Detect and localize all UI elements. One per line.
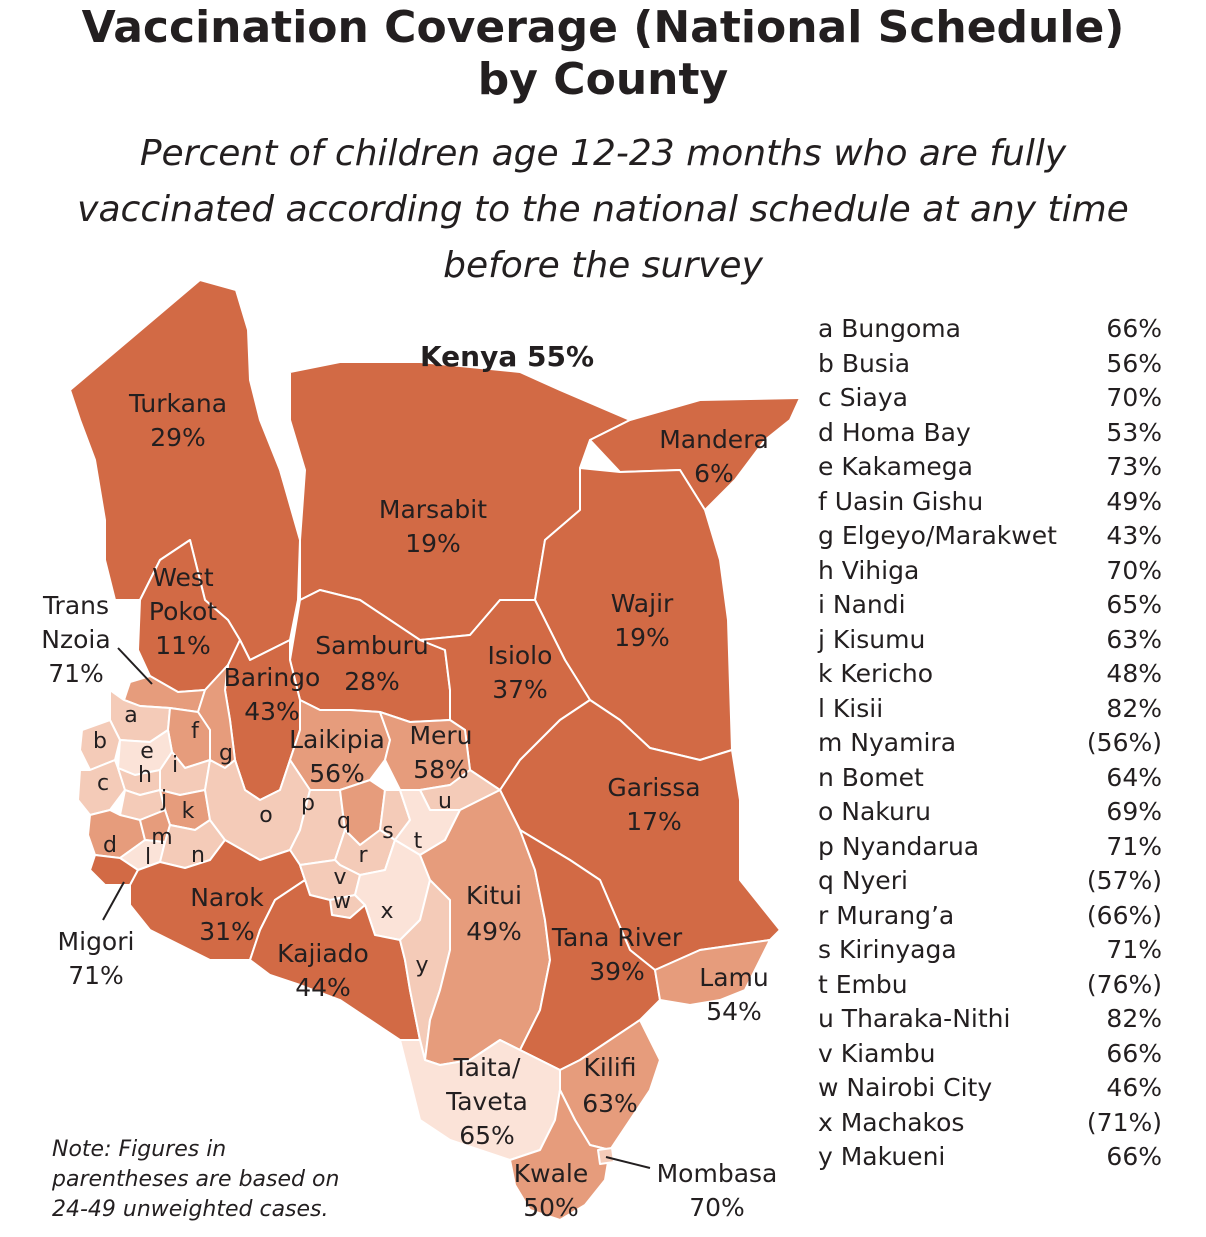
legend-item-value: 73% — [1106, 452, 1162, 481]
footnote — [52, 1135, 392, 1225]
label-lamu-name: Lamu — [699, 963, 769, 992]
legend-item-value: 43% — [1106, 521, 1162, 550]
letter-r: r — [358, 843, 368, 868]
letter-x: x — [380, 899, 394, 924]
label-kilifi-name: Kilifi — [583, 1053, 637, 1082]
county-legend — [818, 312, 1162, 1175]
letter-s: s — [382, 819, 394, 844]
legend-item-value: 48% — [1106, 659, 1162, 688]
legend-item — [818, 830, 1162, 865]
legend-item-label: i Nandi — [818, 590, 906, 619]
legend-item-label: c Siaya — [818, 383, 908, 412]
letter-i: i — [171, 753, 179, 778]
legend-item — [818, 1140, 1162, 1175]
label-marsabit-name: Marsabit — [378, 495, 488, 524]
legend-item-label: h Vihiga — [818, 555, 920, 585]
footnote-line-1: Note: Figures in — [52, 1137, 227, 1162]
label-baringo-name: Baringo — [223, 663, 321, 692]
letter-c: c — [96, 771, 110, 796]
label-mombasa-name: Mombasa — [656, 1159, 778, 1188]
legend-item-label: p Nyandarua — [818, 831, 980, 861]
legend-item-value: 53% — [1106, 417, 1162, 447]
label-samburu-name: Samburu — [315, 631, 429, 660]
legend-item-value: 66% — [1106, 314, 1162, 343]
letter-a: a — [124, 703, 138, 728]
letter-k: k — [181, 799, 195, 824]
label-narok-name: Narok — [190, 883, 264, 912]
legend-item-label: n Bomet — [818, 762, 924, 792]
legend-item — [818, 1106, 1162, 1141]
label-kilifi-value: 63% — [582, 1089, 638, 1118]
label-tana-river-value: 39% — [589, 957, 645, 986]
legend-item-value: (66%) — [1086, 900, 1162, 930]
title — [0, 2, 1206, 106]
legend-item-label: v Kiambu — [818, 1038, 936, 1068]
letter-h: h — [138, 763, 152, 788]
label-isiolo-value: 37% — [492, 675, 548, 704]
legend-item-label: k Kericho — [818, 659, 934, 688]
label-laikipia-name: Laikipia — [289, 725, 385, 754]
legend-item-value: 70% — [1106, 555, 1162, 585]
label-west-pokot-value: 11% — [155, 631, 211, 660]
letter-l: l — [144, 845, 152, 870]
label-meru-name: Meru — [409, 721, 473, 750]
legend-item-value: 66% — [1106, 1038, 1162, 1068]
legend-item-value: 46% — [1106, 1073, 1162, 1102]
footnote-line-3: 24-49 unweighted cases. — [52, 1197, 329, 1222]
label-isiolo-name: Isiolo — [487, 641, 553, 670]
legend-item-label: u Tharaka-Nithi — [818, 1004, 1011, 1033]
subtitle-line-1: Percent of children age 12-23 months who are fully — [139, 133, 1067, 174]
legend-item-value: 69% — [1106, 797, 1162, 826]
label-garissa-name: Garissa — [607, 773, 701, 802]
label-narok-value: 31% — [199, 917, 255, 946]
label-kajiado-name: Kajiado — [277, 939, 369, 968]
label-mandera-name: Mandera — [659, 425, 769, 454]
label-taita-taveta-name-1: Taita/ — [453, 1053, 521, 1082]
label-garissa-value: 17% — [626, 807, 682, 836]
legend-item — [818, 933, 1162, 968]
label-taita-taveta-value: 65% — [459, 1121, 515, 1150]
legend-item-value: (57%) — [1086, 866, 1162, 895]
letter-o: o — [259, 803, 273, 828]
letter-f: f — [191, 719, 199, 744]
legend-item-value: 71% — [1106, 935, 1162, 964]
legend-item-value: 56% — [1106, 348, 1162, 378]
label-kwale-name: Kwale — [513, 1159, 589, 1188]
letter-w: w — [333, 889, 351, 914]
label-kajiado-value: 44% — [295, 973, 351, 1002]
label-kitui-name: Kitui — [466, 881, 522, 910]
letter-e: e — [140, 739, 154, 764]
legend-item-label: g Elgeyo/Marakwet — [818, 521, 1057, 550]
label-lamu-value: 54% — [706, 997, 762, 1026]
legend-item — [818, 968, 1162, 1003]
legend-item-value: 66% — [1106, 1142, 1162, 1171]
kenya-county-map — [0, 260, 800, 1237]
legend-item — [818, 795, 1162, 830]
legend-item-value: (71%) — [1086, 1107, 1162, 1137]
letter-d: d — [103, 833, 117, 858]
legend-item-value: 82% — [1106, 1004, 1162, 1033]
label-meru-value: 58% — [413, 755, 469, 784]
label-turkana-name: Turkana — [128, 389, 228, 418]
legend-item-label: w Nairobi City — [818, 1073, 993, 1102]
legend-item — [818, 623, 1162, 658]
label-tana-river-name: Tana River — [551, 923, 683, 952]
label-trans-nzoia-value: 71% — [48, 659, 104, 688]
legend-item — [818, 588, 1162, 623]
label-turkana-value: 29% — [150, 423, 206, 452]
legend-item-label: a Bungoma — [818, 314, 961, 343]
letter-q: q — [337, 809, 351, 834]
legend-item-value: 49% — [1106, 486, 1162, 516]
legend-item-value: 82% — [1106, 693, 1162, 723]
label-wajir-value: 19% — [614, 623, 670, 652]
legend-item-value: (76%) — [1086, 969, 1162, 999]
label-samburu-value: 28% — [344, 667, 400, 696]
label-marsabit-value: 19% — [405, 529, 461, 558]
legend-item-label: m Nyamira — [818, 728, 957, 757]
legend-item-value: (56%) — [1086, 728, 1162, 757]
leader-line-migori — [103, 882, 124, 920]
letter-y: y — [415, 953, 429, 978]
legend-item-value: 64% — [1106, 762, 1162, 792]
title-line-1: Vaccination Coverage (National Schedule) — [81, 2, 1125, 53]
legend-item — [818, 692, 1162, 727]
label-trans-nzoia-name-1: Trans — [42, 591, 110, 620]
legend-item-label: y Makueni — [818, 1142, 946, 1171]
footnote-line-2: parentheses are based on — [52, 1167, 340, 1192]
legend-item-value: 71% — [1106, 831, 1162, 861]
county-mombasa — [598, 1148, 614, 1164]
legend-item-value: 65% — [1106, 590, 1162, 619]
legend-item-value: 63% — [1106, 624, 1162, 654]
label-west-pokot-name-2: Pokot — [148, 597, 218, 626]
legend-item-label: x Machakos — [818, 1107, 965, 1137]
legend-item-value: 70% — [1106, 383, 1162, 412]
legend-item — [818, 416, 1162, 451]
label-migori-name: Migori — [57, 927, 135, 956]
subtitle-line-2: vaccinated according to the national schedule at any time — [77, 189, 1129, 230]
national-value: Kenya 55% — [419, 340, 595, 373]
legend-item-label: b Busia — [818, 348, 911, 378]
label-mandera-value: 6% — [694, 459, 734, 488]
legend-item-label: q Nyeri — [818, 866, 908, 895]
legend-item-label: d Homa Bay — [818, 417, 971, 447]
legend-item — [818, 347, 1162, 382]
legend-item-label: s Kirinyaga — [818, 935, 957, 964]
legend-item — [818, 1002, 1162, 1037]
legend-item — [818, 485, 1162, 520]
legend-item-label: l Kisii — [818, 693, 884, 723]
legend-item — [818, 657, 1162, 692]
legend-item — [818, 761, 1162, 796]
label-wajir-name: Wajir — [610, 589, 674, 618]
legend-item — [818, 312, 1162, 347]
label-baringo-value: 43% — [244, 697, 300, 726]
legend-item — [818, 899, 1162, 934]
legend-item-label: o Nakuru — [818, 797, 931, 826]
subtitle-line-3: before the survey — [443, 245, 763, 286]
label-migori-value: 71% — [68, 961, 124, 990]
label-mombasa-value: 70% — [689, 1193, 745, 1222]
legend-item — [818, 450, 1162, 485]
letter-t: t — [413, 829, 423, 854]
legend-item — [818, 864, 1162, 899]
label-kwale-value: 50% — [523, 1193, 579, 1222]
legend-item — [818, 726, 1162, 761]
letter-p: p — [301, 791, 315, 816]
letter-b: b — [93, 729, 107, 754]
title-line-2: by County — [477, 54, 729, 105]
legend-item-label: f Uasin Gishu — [818, 486, 984, 516]
label-laikipia-value: 56% — [309, 759, 365, 788]
legend-item-label: r Murang’a — [818, 900, 955, 930]
legend-item — [818, 1071, 1162, 1106]
label-trans-nzoia-name-2: Nzoia — [41, 625, 111, 654]
letter-g: g — [219, 741, 233, 766]
letter-n: n — [191, 843, 205, 868]
legend-item-label: j Kisumu — [818, 624, 926, 654]
legend-item-label: t Embu — [818, 969, 908, 999]
legend-item-label: e Kakamega — [818, 452, 973, 481]
label-kitui-value: 49% — [466, 917, 522, 946]
letter-v: v — [333, 865, 347, 890]
letter-j: j — [160, 787, 168, 812]
legend-item — [818, 1037, 1162, 1072]
label-taita-taveta-name-2: Taveta — [446, 1087, 528, 1116]
legend-item — [818, 381, 1162, 416]
letter-u: u — [438, 789, 452, 814]
legend-item — [818, 554, 1162, 589]
label-west-pokot-name-1: West — [152, 563, 214, 592]
letter-m: m — [151, 825, 173, 850]
legend-item — [818, 519, 1162, 554]
